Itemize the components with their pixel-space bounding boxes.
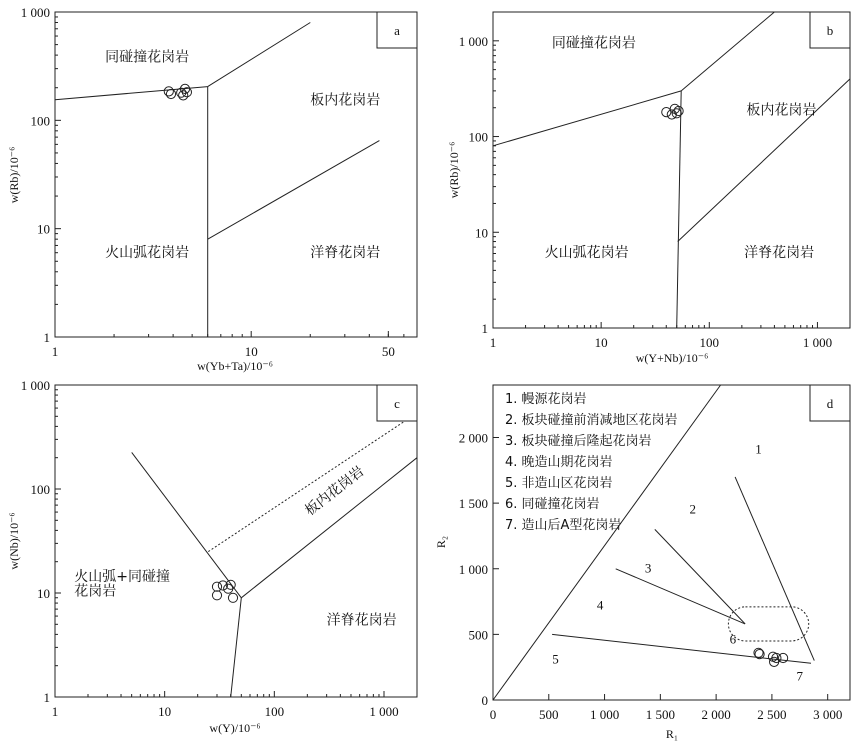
x-axis-label: w(Y+Nb)/10⁻⁶ — [635, 351, 709, 365]
field-boundary — [208, 23, 311, 87]
y-tick-label: 100 — [30, 482, 50, 497]
region-label: 板内花岗岩 — [302, 463, 368, 520]
field-boundary — [493, 385, 721, 700]
y-tick-label: 2 000 — [458, 430, 488, 446]
panel-label: b — [826, 23, 834, 38]
x-tick-label: 1 000 — [369, 704, 399, 719]
y-tick-label: 10 — [37, 221, 50, 237]
sample-point — [212, 591, 221, 600]
field-boundary — [616, 569, 745, 624]
field-boundary — [241, 458, 417, 598]
region-label: 同碰撞花岗岩 — [551, 35, 636, 52]
sample-point — [662, 108, 671, 117]
field-number-label: 6 — [729, 631, 737, 647]
legend-entry: 6. 同碰撞花岗岩 — [505, 497, 600, 512]
sample-point — [212, 582, 221, 591]
x-tick-label: 100 — [699, 335, 720, 350]
field-boundary — [493, 91, 681, 146]
y-tick-label: 1 000 — [458, 561, 488, 577]
panel-d — [434, 385, 850, 741]
x-tick-label: 2 000 — [701, 707, 731, 722]
field-boundary — [677, 91, 682, 328]
x-tick-label: 0 — [489, 707, 497, 722]
region-label: 同碰撞花岗岩 — [105, 49, 190, 66]
field-boundary — [655, 529, 745, 624]
x-tick-label: 3 000 — [813, 707, 843, 722]
x-axis-label: w(Yb+Ta)/10⁻⁶ — [197, 359, 273, 373]
legend-entry: 1. 幔源花岗岩 — [505, 392, 587, 407]
x-tick-label: 10 — [594, 335, 608, 350]
y-axis-label: R₂ — [434, 535, 448, 549]
legend-entry: 7. 造山后A型花岗岩 — [505, 518, 622, 533]
y-axis-label: w(Rb)/10⁻⁶ — [447, 141, 461, 199]
x-axis-label: w(Y)/10⁻⁶ — [209, 721, 261, 735]
y-tick-label: 1 000 — [20, 378, 50, 393]
field-boundary — [735, 477, 814, 661]
sample-point — [166, 89, 175, 98]
region-label: 洋脊花岗岩 — [744, 245, 815, 262]
field-boundary — [208, 141, 380, 240]
region-label: 火山弧花岗岩 — [544, 245, 629, 262]
region-label: 板内花岗岩 — [746, 102, 817, 119]
x-tick-label: 100 — [264, 704, 285, 719]
x-tick-label: 1 — [489, 335, 497, 350]
sample-point — [228, 593, 237, 602]
legend-entry: 2. 板块碰撞前消减地区花岗岩 — [505, 413, 678, 428]
legend-entry: 4. 晚造山期花岗岩 — [505, 455, 613, 470]
legend-entry: 5. 非造山区花岗岩 — [505, 476, 613, 491]
x-tick-label: 1 000 — [589, 707, 620, 722]
x-tick-label: 1 — [51, 704, 59, 719]
panel-a — [7, 5, 417, 373]
field-number-label: 3 — [644, 560, 652, 576]
field-number-label: 7 — [796, 668, 804, 684]
syn-collision-field-outline — [728, 607, 808, 641]
region-label: 洋脊花岗岩 — [310, 244, 381, 261]
panel-label: d — [826, 396, 834, 411]
y-tick-label: 1 500 — [458, 496, 488, 512]
field-number-label: 4 — [596, 597, 604, 613]
plot-frame — [493, 385, 850, 700]
field-boundary — [681, 12, 774, 91]
sample-point — [164, 87, 173, 96]
region-label: 花岗岩 — [74, 583, 117, 600]
panel-c — [7, 378, 417, 735]
y-tick-label: 100 — [30, 113, 50, 129]
x-tick-label: 1 — [51, 344, 59, 359]
y-tick-label: 10 — [37, 586, 50, 601]
region-label: 火山弧+同碰撞 — [74, 569, 171, 586]
plot-frame — [493, 12, 850, 328]
x-tick-label: 10 — [244, 344, 258, 359]
panel-label: a — [394, 23, 400, 38]
field-number-label: 2 — [689, 501, 696, 517]
region-label: 火山弧花岗岩 — [105, 244, 190, 261]
y-tick-label: 1 000 — [20, 5, 50, 20]
x-tick-label: 50 — [381, 344, 395, 359]
y-tick-label: 1 — [481, 321, 488, 336]
region-label: 板内花岗岩 — [310, 92, 381, 109]
y-tick-label: 10 — [475, 225, 488, 241]
x-tick-label: 500 — [539, 707, 559, 722]
panel-b — [447, 12, 850, 365]
y-axis-label: w(Rb)/10⁻⁶ — [7, 146, 21, 204]
dashed-boundary — [208, 422, 403, 551]
y-tick-label: 1 — [43, 330, 50, 345]
legend-entry: 3. 板块碰撞后隆起花岗岩 — [505, 434, 652, 449]
field-number-label: 1 — [755, 441, 762, 457]
sample-point — [779, 653, 788, 662]
y-axis-label: w(Nb)/10⁻⁶ — [7, 512, 21, 570]
field-number-label: 5 — [552, 651, 559, 667]
x-tick-label: 1 000 — [802, 335, 833, 350]
field-boundary — [231, 598, 242, 697]
y-tick-label: 1 000 — [458, 33, 488, 49]
panel-label: c — [394, 396, 400, 411]
y-tick-label: 1 — [43, 690, 50, 705]
x-tick-label: 1 500 — [645, 707, 675, 722]
y-tick-label: 100 — [468, 129, 488, 145]
y-tick-label: 500 — [468, 627, 488, 643]
y-tick-label: 0 — [481, 693, 488, 708]
x-axis-label: R₁ — [665, 727, 679, 741]
region-label: 洋脊花岗岩 — [326, 612, 397, 629]
x-tick-label: 2 500 — [757, 707, 787, 722]
x-tick-label: 10 — [158, 704, 172, 719]
